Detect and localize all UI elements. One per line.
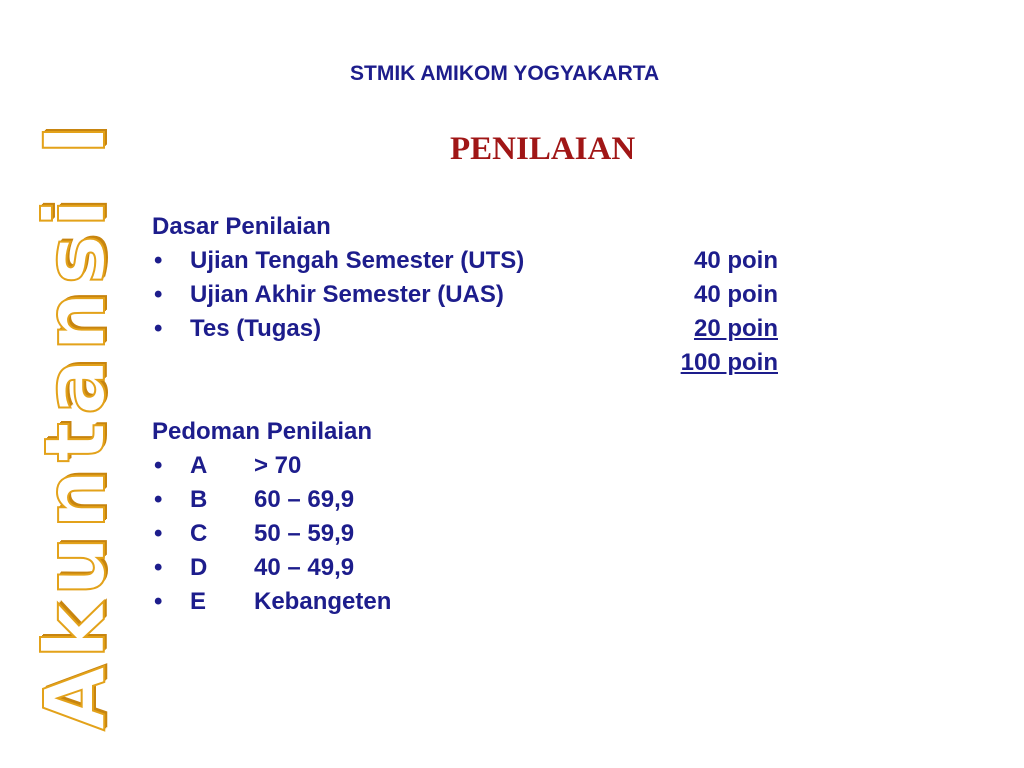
bullet: • <box>154 281 163 308</box>
pedoman-penilaian-label: Pedoman Penilaian <box>152 418 373 445</box>
grade-letter: A <box>190 452 208 479</box>
bullet: • <box>154 247 163 274</box>
grade-range: 50 – 59,9 <box>254 520 355 547</box>
dasar-penilaian-label: Dasar Penilaian <box>152 213 331 240</box>
grade-range: 60 – 69,9 <box>254 486 355 513</box>
side-title-akuntansi: Akuntansi I <box>26 117 124 731</box>
list-item <box>152 278 778 312</box>
item-points: 20 poin <box>693 315 778 342</box>
bullet: • <box>154 554 163 581</box>
total-row <box>152 346 778 380</box>
grade-letter: D <box>190 554 208 581</box>
grade-row <box>152 517 372 551</box>
bullet: • <box>154 486 163 513</box>
grade-row <box>152 449 372 483</box>
institution-title: STMIK AMIKOM YOGYAKARTA <box>350 62 660 85</box>
bullet: • <box>154 588 163 615</box>
grade-range: Kebangeten <box>254 588 392 615</box>
grade-row <box>152 585 392 619</box>
list-item <box>152 312 778 346</box>
total-points: 100 poin <box>680 349 778 376</box>
dasar-penilaian-section <box>152 210 778 380</box>
grade-range: > 70 <box>254 452 302 479</box>
grade-letter: B <box>190 486 208 513</box>
list-item <box>152 244 778 278</box>
grade-letter: E <box>190 588 207 615</box>
grade-range: 40 – 49,9 <box>254 554 355 581</box>
item-label: Ujian Tengah Semester (UTS) <box>190 247 525 274</box>
item-points: 40 poin <box>693 281 778 308</box>
bullet: • <box>154 520 163 547</box>
item-points: 40 poin <box>693 247 778 274</box>
bullet: • <box>154 315 163 342</box>
grade-letter: C <box>190 520 208 547</box>
item-label: Ujian Akhir Semester (UAS) <box>190 281 504 308</box>
grade-row <box>152 483 372 517</box>
pedoman-penilaian-section <box>152 415 392 619</box>
item-label: Tes (Tugas) <box>190 315 322 342</box>
grade-row <box>152 551 372 585</box>
page-title: PENILAIAN <box>450 131 636 167</box>
bullet: • <box>154 452 163 479</box>
